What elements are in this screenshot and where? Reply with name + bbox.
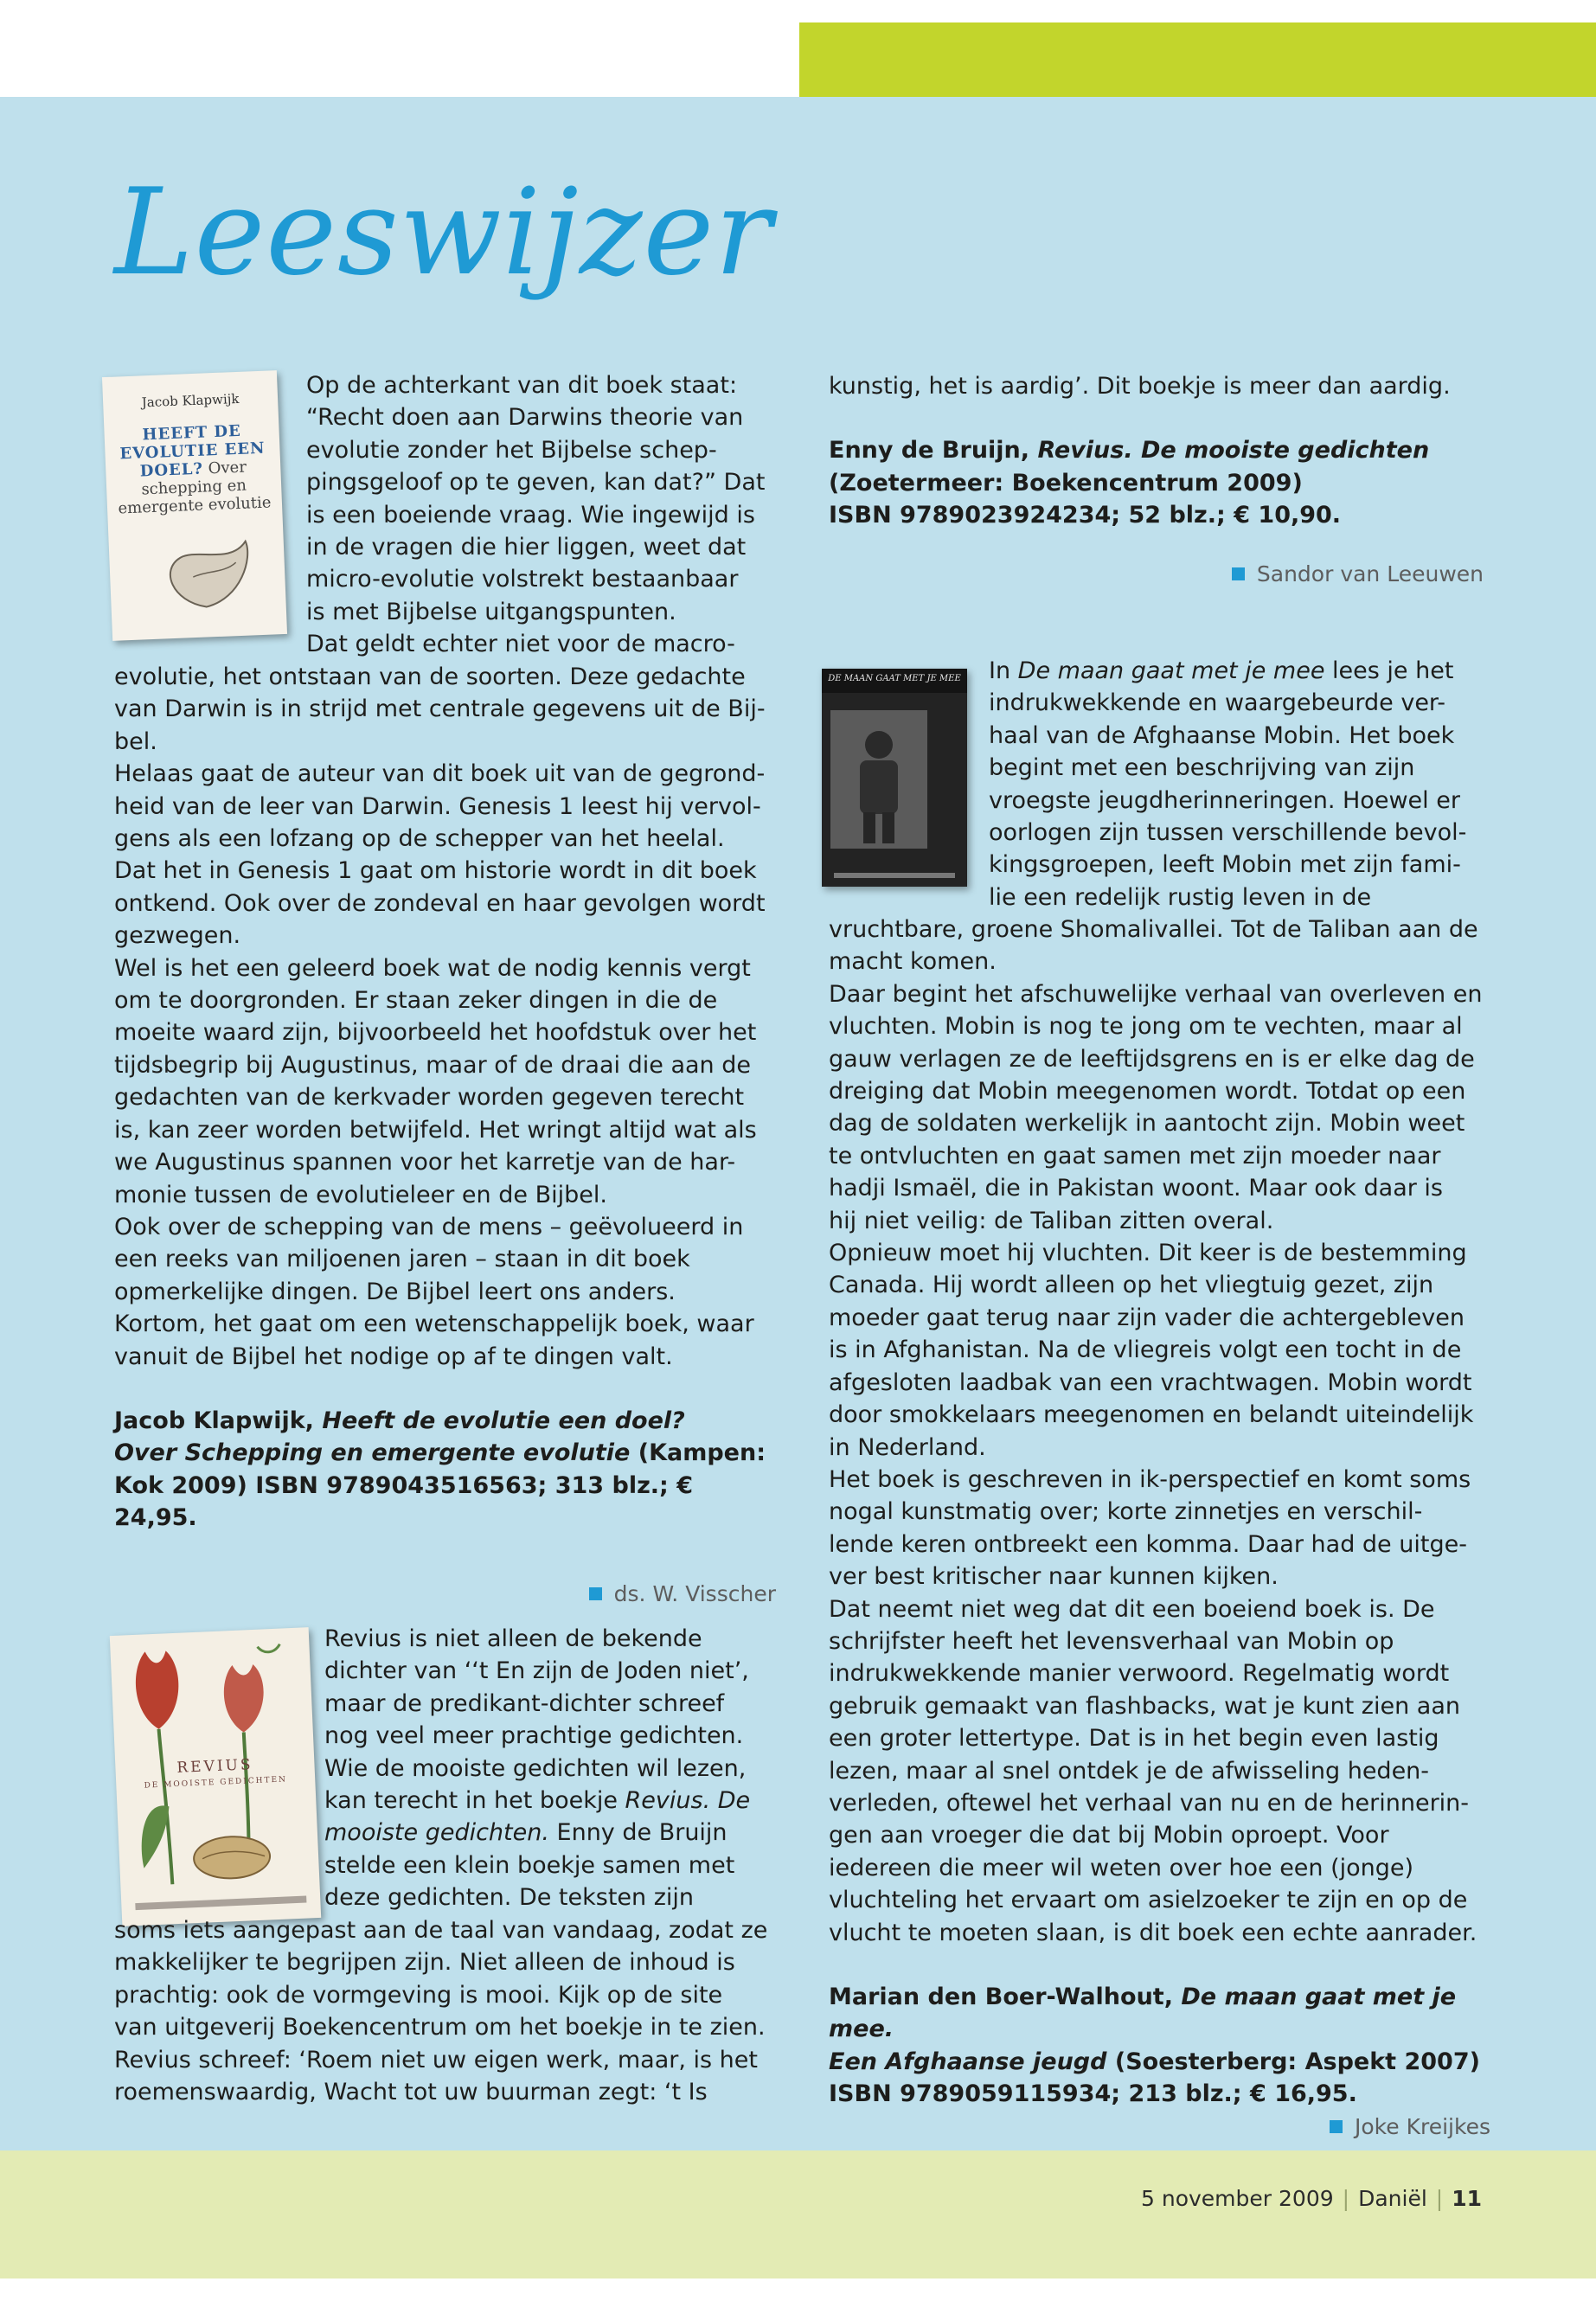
text-line <box>989 655 1490 687</box>
text-line: soms iets aangepast aan de taal van vandaag, zodat ze <box>114 1917 768 1944</box>
cover-title-line: HEEFT DE <box>142 421 242 445</box>
cover-title: REVIUS <box>176 1756 253 1777</box>
text-line: gens als een lofzang op de schepper van het heelal. <box>114 825 725 853</box>
book-reference <box>114 1437 776 1469</box>
review-klapwijk-body <box>114 661 776 1610</box>
text-line: lende keren ontbreekt een komma. Daar had de uitge- <box>829 1530 1467 1558</box>
ref-title: Revius. De mooiste gedichten <box>1037 437 1430 465</box>
text-line: afgesloten laadbak van een vrachtwagen. Mobin wordt <box>829 1368 1472 1396</box>
page-footer <box>1141 2186 1482 2211</box>
text-line: vluchten. Mobin is nog te jong om te vechten, maar al <box>829 1013 1463 1041</box>
text-line: tijdsbegrip bij Augustinus, maar of de draai die aan de <box>114 1051 751 1079</box>
text-line: vruchtbare, groene Shomalivallei. Tot de Taliban aan de <box>829 916 1478 943</box>
text-line: makkelijker te begrijpen zijn. Niet alleen de inhoud is <box>114 1949 735 1977</box>
text-span: lees je het <box>1324 657 1454 684</box>
square-bullet-icon <box>589 1587 602 1600</box>
text-line: van uitgeverij Boekencentrum om het boekje in te zien. <box>114 2014 766 2041</box>
text-line: opmerkelijke dingen. De Bijbel leert ons anders. <box>114 1278 676 1305</box>
square-bullet-icon <box>1232 567 1245 580</box>
text-line: Op de achterkant van dit boek staat: <box>306 372 738 399</box>
footer-date: 5 november 2009 <box>1141 2186 1334 2211</box>
text-line: hij niet veilig: de Taliban zitten overal. <box>829 1207 1274 1234</box>
footer-band <box>0 2150 1596 2279</box>
text-line: evolutie, het ontstaan van de soorten. Deze gedachte <box>114 663 746 690</box>
text-line: vluchteling het ervaart om asielzoeker te zijn en op de <box>829 1887 1468 1914</box>
text-line: Canada. Hij wordt alleen op het vliegtuig gezet, zijn <box>829 1272 1434 1299</box>
text-line: vanuit de Bijbel het nodige op af te dingen valt. <box>114 1343 673 1370</box>
text-line: om te doorgronden. Er staan zeker dingen in die de <box>114 987 718 1015</box>
text-line: Wel is het een geleerd boek wat de nodig kennis vergt <box>114 954 751 982</box>
text-line: is met Bijbelse uitgangspunten. <box>306 598 676 625</box>
text-line: macht komen. <box>829 948 997 976</box>
text-line: micro-evolutie volstrekt bestaanbaar <box>306 566 739 593</box>
text-line: oorlogen zijn tussen verschillende bevol- <box>989 819 1467 847</box>
review-revius-end <box>829 370 1484 590</box>
ref-publisher: (Soesterberg: Aspekt 2007) <box>1106 2048 1480 2075</box>
text-line: kingsgroepen, leeft Mobin met zijn fami- <box>989 851 1461 879</box>
book-reference: Kok 2009) ISBN 9789043516563; 313 blz.; € 24,95. <box>114 1471 694 1532</box>
book-cover-klapwijk <box>102 370 287 641</box>
text-line: ver best kritischer naar kunnen kijken. <box>829 1563 1279 1591</box>
ref-publisher: (Kampen: <box>630 1439 766 1467</box>
cover-subtitle: Over schepping en emergente evolutie <box>118 458 272 518</box>
text-line: in de vragen die hier liggen, weet dat <box>306 534 747 561</box>
text-span: In <box>989 657 1018 684</box>
text-line: Helaas gaat de auteur van dit boek uit van de gegrond- <box>114 760 766 788</box>
book-reference <box>829 2046 1490 2078</box>
text-line: Revius schreef: ‘Roem niet uw eigen werk, maar, is het <box>114 2046 758 2073</box>
ref-author: Marian den Boer-Walhout, <box>829 1984 1182 2010</box>
text-line: deze gedichten. De teksten zijn <box>324 1884 695 1912</box>
text-line: nogal kunstmatig over; korte zinnetjes en verschil- <box>829 1498 1423 1526</box>
text-line: Ook over de schepping van de mens – geëvolueerd in <box>114 1213 744 1240</box>
text-line: Kortom, het gaat om een wetenschappelijk boek, waar <box>114 1311 754 1338</box>
page-title: Leeswijzer <box>114 163 773 302</box>
text-line: Dat geldt echter niet voor de macro- <box>306 631 735 658</box>
text-line: vroegste jeugdherinneringen. Hoewel er <box>989 786 1460 814</box>
text-line: gedachten van de kerkvader worden gegeven terecht <box>114 1084 745 1112</box>
text-line: nog veel meer prachtige gedichten. <box>324 1722 744 1750</box>
text-line: Opnieuw moet hij vluchten. Dit keer is de bestemming <box>829 1240 1467 1267</box>
reviewer-signature <box>829 558 1484 590</box>
text-line: een reeks van miljoenen jaren – staan in dit boek <box>114 1246 690 1273</box>
text-line: Revius is niet alleen de bekende <box>324 1625 702 1652</box>
text-line: iedereen die meer wil weten over hoe een (jonge) <box>829 1854 1414 1881</box>
footer-magazine: Daniël <box>1358 2186 1427 2211</box>
book-title-italic: De maan gaat met je mee <box>1017 657 1325 684</box>
text-line: roemenswaardig, Wacht tot uw buurman zegt: ‘t Is <box>114 2079 708 2106</box>
review-klapwijk-intro <box>306 369 773 661</box>
text-line: haal van de Afghaanse Mobin. Het boek <box>989 721 1455 749</box>
text-line: lie een redelijk rustig leven in de <box>989 883 1372 911</box>
ref-subtitle: Een Afghaanse jeugd <box>829 2048 1107 2075</box>
text-line: heid van de leer van Darwin. Genesis 1 leest hij vervol- <box>114 792 761 820</box>
text-line: ontkend. Ook over de zondeval en haar gevolgen wordt <box>114 889 766 917</box>
text-line: pingsgeloof op te geven, kan dat?” Dat <box>306 469 766 497</box>
bottom-margin <box>0 2279 1596 2301</box>
text-line: gauw verlagen ze de leeftijdsgrens en is er elke dag de <box>829 1045 1475 1073</box>
reviewer-name: Joke Kreijkes <box>1355 2113 1490 2139</box>
cover-title-line: DOEL? <box>139 459 204 481</box>
square-bullet-icon <box>1330 2120 1343 2133</box>
cover-title-line: EVOLUTIE EEN <box>119 439 266 464</box>
text-line: stelde een klein boekje samen met <box>324 1851 735 1879</box>
book-reference: ISBN 9789023924234; 52 blz.; € 10,90. <box>829 502 1342 529</box>
text-line: door smokkelaars meegenomen en belandt uiteindelijk <box>829 1401 1474 1429</box>
review-revius-intro <box>324 1623 774 1914</box>
text-line: indrukwekkende manier verwoord. Regelmatig wordt <box>829 1660 1450 1688</box>
text-line: lezen, maar al snel ontdek je de afwisseling heden- <box>829 1757 1430 1785</box>
text-line <box>324 1785 774 1817</box>
text-line: begint met een beschrijving van zijn <box>989 754 1415 782</box>
book-reference: (Zoetermeer: Boekencentrum 2009) <box>829 469 1303 497</box>
cover-subtitle: DE MOOISTE GEDICHTEN <box>144 1775 288 1791</box>
text-line: Daar begint het afschuwelijke verhaal van overleven en <box>829 980 1483 1008</box>
text-line: moeite waard zijn, bijvoorbeeld het hoofdstuk over het <box>114 1019 757 1047</box>
reviewer-signature <box>829 2111 1490 2143</box>
footer-separator: | <box>1435 2186 1444 2211</box>
text-line: te ontvluchten en gaat samen met zijn moeder naar <box>829 1142 1441 1170</box>
book-cover-maan <box>822 669 967 887</box>
text-line: is, kan zeer worden betwijfeld. Het wringt altijd wat als <box>114 1116 757 1144</box>
text-line: dreiging dat Mobin meegenomen wordt. Totdat op een <box>829 1078 1466 1106</box>
footer-separator: | <box>1342 2186 1350 2211</box>
book-cover-revius <box>110 1627 321 1926</box>
text-line: schrijfster heeft het levensverhaal van Mobin op <box>829 1627 1394 1655</box>
reviewer-name: ds. W. Visscher <box>613 1580 776 1606</box>
text-line: in Nederland. <box>829 1433 986 1461</box>
text-line: we Augustinus spannen voor het karretje van de har- <box>114 1149 736 1176</box>
text-line: Wie de mooiste gedichten wil lezen, <box>324 1754 747 1782</box>
text-line: hadji Ismaël, die in Pakistan woont. Maar ook daar is <box>829 1175 1444 1202</box>
text-line: is een boeiende vraag. Wie ingewijd is <box>306 501 755 529</box>
book-reference <box>829 1981 1490 2046</box>
text-line: vlucht te moeten slaan, is dit boek een echte aanrader. <box>829 1919 1477 1946</box>
text-line: Dat neemt niet weg dat dit een boeiend boek is. De <box>829 1595 1435 1623</box>
text-line: kunstig, het is aardig’. Dit boekje is meer dan aardig. <box>829 373 1451 400</box>
cover-author: Jacob Klapwijk <box>141 390 240 411</box>
ref-author: Jacob Klapwijk, <box>114 1407 323 1434</box>
book-reference <box>829 434 1484 466</box>
text-line: Dat het in Genesis 1 gaat om historie wordt in dit boek <box>114 857 757 885</box>
review-revius-body <box>114 1914 776 2108</box>
text-span: kan terecht in het boekje <box>324 1787 625 1815</box>
text-line: gen aan vroeger die dat bij Mobin oproept. Voor <box>829 1822 1389 1849</box>
cover-footer-band <box>834 873 955 878</box>
cover-photo <box>830 710 927 849</box>
text-line: Het boek is geschreven in ik-perspectief en komt soms <box>829 1465 1471 1493</box>
text-line: maar de predikant-dichter schreef <box>324 1689 725 1717</box>
boy-figure-illustration <box>830 710 927 849</box>
header-color-bar <box>799 22 1596 97</box>
review-maan-intro <box>989 655 1490 913</box>
text-line: monie tussen de evolutieleer en de Bijbel. <box>114 1181 607 1208</box>
book-title-italic: Revius. De <box>625 1787 751 1815</box>
page-number: 11 <box>1452 2186 1482 2211</box>
text-line: een groter lettertype. Dat is in het begin even lastig <box>829 1725 1439 1753</box>
book-title-italic: mooiste gedichten. <box>324 1819 549 1847</box>
cover-title: DE MAAN GAAT MET JE MEE <box>828 674 961 683</box>
text-line: “Recht doen aan Darwins theorie van <box>306 404 744 432</box>
ref-title: Heeft de evolutie een doel? <box>322 1407 685 1434</box>
text-line: prachtig: ook de vormgeving is mooi. Kijk op de site <box>114 1981 723 2009</box>
shell-illustration <box>102 370 287 641</box>
text-line: is in Afghanistan. Na de vliegreis volgt een tocht in de <box>829 1336 1462 1364</box>
ref-author: Enny de Bruijn, <box>829 437 1038 465</box>
book-reference: ISBN 9789059115934; 213 blz.; € 16,95. <box>829 2080 1357 2108</box>
text-line: dichter van ‘‘t En zijn de Joden niet’, <box>324 1657 749 1685</box>
reviewer-signature <box>114 1578 776 1610</box>
review-maan-body <box>829 913 1490 2143</box>
text-line: verleden, oftewel het verhaal van nu en de herinnerin- <box>829 1789 1470 1817</box>
text-line: gezwegen. <box>114 922 241 950</box>
text-line: indrukwekkende en waargebeurde ver- <box>989 689 1446 717</box>
reviewer-name: Sandor van Leeuwen <box>1256 561 1484 586</box>
text-line <box>324 1817 774 1849</box>
text-line: moeder gaat terug naar zijn vader die achtergebleven <box>829 1304 1465 1331</box>
text-line: dag de soldaten werkelijk in aantocht zijn. Mobin weet <box>829 1110 1465 1138</box>
ref-title: De maan gaat met je mee. <box>829 1984 1457 2043</box>
ref-subtitle: Over Schepping en emergente evolutie <box>114 1439 631 1467</box>
text-line: gebruik gemaakt van flashbacks, wat je kunt zien aan <box>829 1692 1460 1720</box>
text-line: evolutie zonder het Bijbelse schep- <box>306 436 717 464</box>
book-reference <box>114 1405 776 1437</box>
text-line: bel. <box>114 727 157 755</box>
text-span: Enny de Bruijn <box>548 1819 727 1847</box>
text-line: van Darwin is in strijd met centrale gegevens uit de Bij- <box>114 695 766 723</box>
